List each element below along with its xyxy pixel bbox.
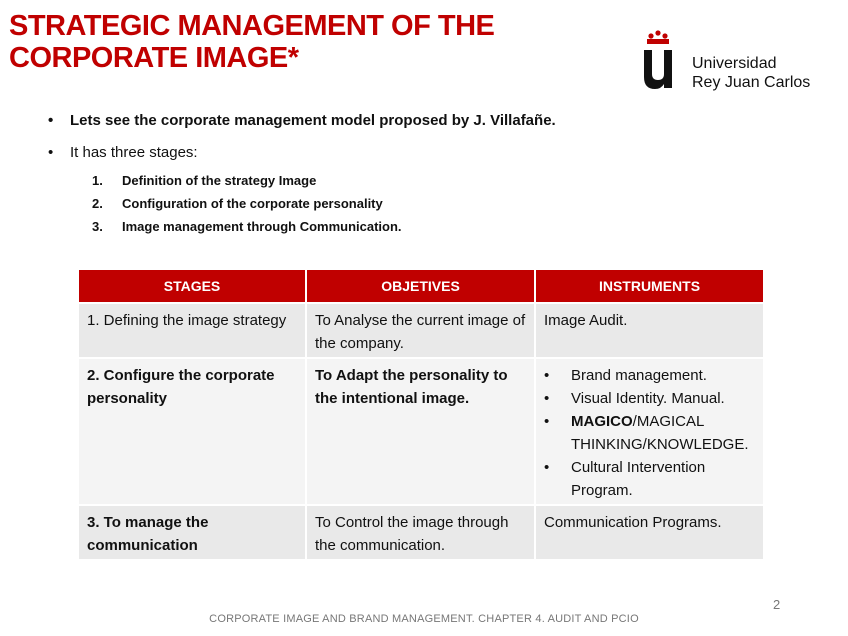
stages-numbered-list <box>92 169 748 238</box>
cell-objective: To Adapt the personality to the intentional image. <box>306 358 535 505</box>
list-item: 3. Image management through Communication. <box>92 219 402 234</box>
footer-text: CORPORATE IMAGE AND BRAND MANAGEMENT. CHAPTER 4. AUDIT AND PCIO <box>209 613 639 625</box>
cell-instrument: Communication Programs. <box>535 505 763 559</box>
university-logo <box>640 30 830 92</box>
list-item: • Cultural Intervention Program. <box>544 456 755 502</box>
cell-instrument <box>535 358 763 505</box>
cell-stage: 3. To manage the communication <box>79 505 306 559</box>
instrument-list <box>544 364 755 502</box>
header-instruments: INSTRUMENTS <box>535 270 763 303</box>
list-item: • MAGICO/MAGICAL THINKING/KNOWLEDGE. <box>544 410 755 456</box>
list-item: • Brand management. <box>544 364 755 387</box>
table-row <box>79 358 763 505</box>
list-item: 2. Configuration of the corporate personality <box>92 196 383 211</box>
header-objetives: OBJETIVES <box>306 270 535 303</box>
bullet-model: • Lets see the corporate management model proposed by J. Villafañe. <box>48 111 748 131</box>
cell-objective: To Control the image through the communication. <box>306 505 535 559</box>
header-stages: STAGES <box>79 270 306 303</box>
slide-title: STRATEGIC MANAGEMENT OF THE CORPORATE IMAGE* <box>9 10 495 74</box>
cell-stage: 2. Configure the corporate personality <box>79 358 306 505</box>
bullet-stages: • It has three stages: <box>48 143 748 163</box>
intro-bullets <box>48 111 748 238</box>
table-header-row <box>79 270 763 303</box>
table-row <box>79 303 763 358</box>
list-item: • Visual Identity. Manual. <box>544 387 755 410</box>
cell-stage: 1. Defining the image strategy <box>79 303 306 358</box>
logo-line-2: Rey Juan Carlos <box>692 74 811 91</box>
list-item: 1. Definition of the strategy Image <box>92 173 317 188</box>
urjc-emblem-icon <box>640 30 680 92</box>
stages-table <box>79 270 763 559</box>
logo-line-1: Universidad <box>692 55 777 72</box>
cell-instrument: Image Audit. <box>535 303 763 358</box>
table-row <box>79 505 763 559</box>
page-number: 2 <box>773 597 781 612</box>
cell-objective: To Analyse the current image of the company. <box>306 303 535 358</box>
